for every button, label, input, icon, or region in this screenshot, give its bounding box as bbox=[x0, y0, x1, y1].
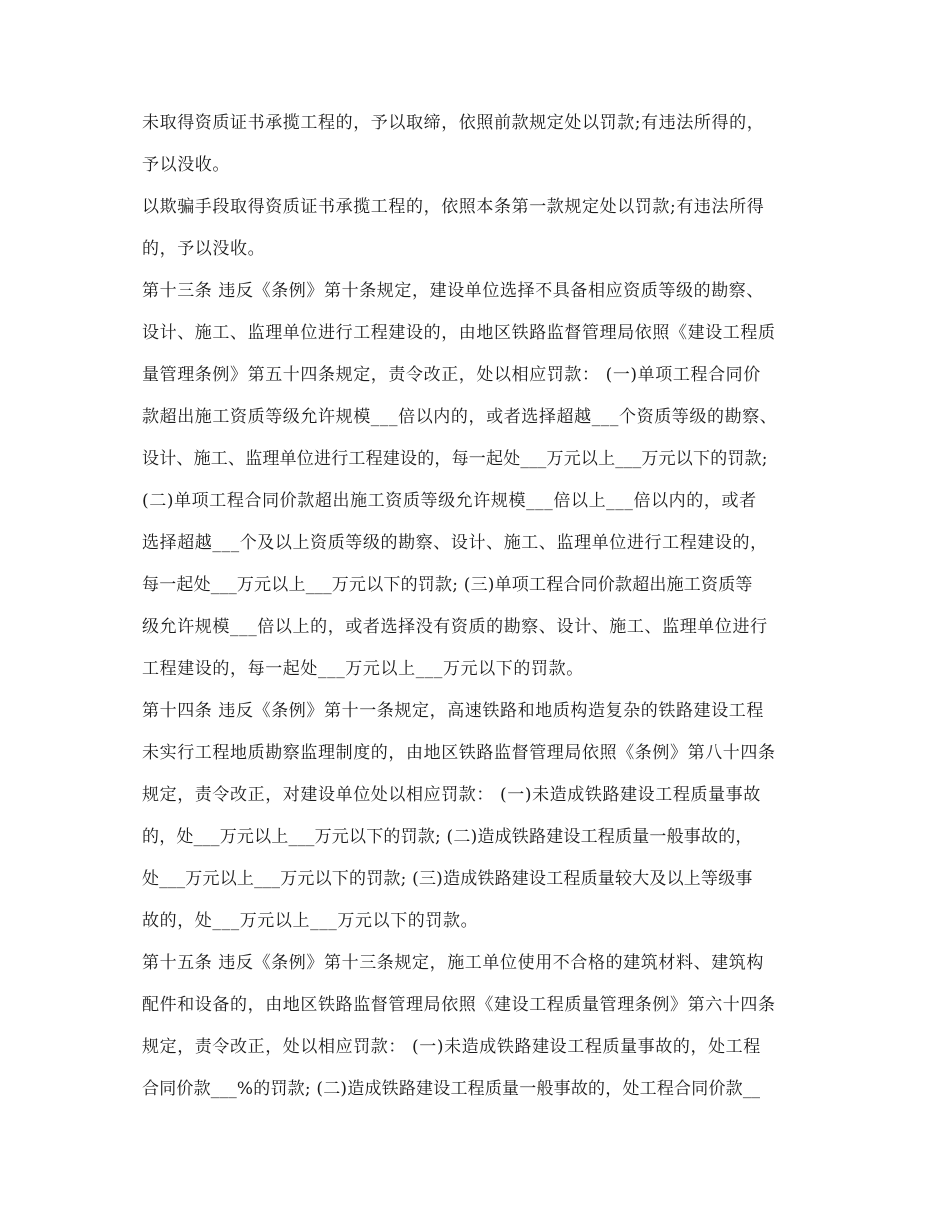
article-13-heading-line: 第十三条 违反《条例》第十条规定，建设单位选择不具备相应资质等级的勘察、 bbox=[142, 281, 765, 301]
text-line: 设计、施工、监理单位进行工程建设的，每一起处___万元以上___万元以下的罚款; bbox=[142, 449, 768, 469]
document-body bbox=[142, 108, 832, 1116]
text-line: 未取得资质证书承揽工程的，予以取缔，依照前款规定处以罚款;有违法所得的， bbox=[142, 113, 765, 133]
text-line: 级允许规模___倍以上的，或者选择没有资质的勘察、设计、施工、监理单位进行 bbox=[142, 617, 768, 637]
text-line: (二)单项工程合同价款超出施工资质等级允许规模___倍以上___倍以内的，或者 bbox=[142, 491, 757, 511]
text-line: 款超出施工资质等级允许规模___倍以内的，或者选择超越___个资质等级的勘察、 bbox=[142, 407, 778, 427]
text-line: 规定，责令改正，对建设单位处以相应罚款： (一)未造成铁路建设工程质量事故 bbox=[142, 785, 761, 805]
text-line: 规定，责令改正，处以相应罚款： (一)未造成铁路建设工程质量事故的，处工程 bbox=[142, 1037, 761, 1057]
text-line: 配件和设备的，由地区铁路监督管理局依照《建设工程质量管理条例》第六十四条 bbox=[142, 995, 776, 1015]
text-line: 合同价款___%的罚款; (二)造成铁路建设工程质量一般事故的，处工程合同价款__ bbox=[142, 1079, 761, 1099]
text-line: 的，予以没收。 bbox=[142, 239, 266, 259]
text-line: 每一起处___万元以上___万元以下的罚款; (三)单项工程合同价款超出施工资质等 bbox=[142, 575, 753, 595]
article-15-heading-line: 第十五条 违反《条例》第十三条规定，施工单位使用不合格的建筑材料、建筑构 bbox=[142, 953, 765, 973]
text-line: 予以没收。 bbox=[142, 155, 230, 175]
text-line: 处___万元以上___万元以下的罚款; (三)造成铁路建设工程质量较大及以上等级事 bbox=[142, 869, 753, 889]
text-line: 量管理条例》第五十四条规定，责令改正，处以相应罚款： (一)单项工程合同价 bbox=[142, 365, 761, 385]
text-line: 设计、施工、监理单位进行工程建设的，由地区铁路监督管理局依照《建设工程质 bbox=[142, 323, 776, 343]
text-line: 工程建设的，每一起处___万元以上___万元以下的罚款。 bbox=[142, 659, 584, 679]
text-line: 选择超越___个及以上资质等级的勘察、设计、施工、监理单位进行工程建设的， bbox=[142, 533, 768, 553]
text-line: 故的，处___万元以上___万元以下的罚款。 bbox=[142, 911, 479, 931]
text-line: 以欺骗手段取得资质证书承揽工程的，依照本条第一款规定处以罚款;有违法所得 bbox=[142, 197, 765, 217]
text-line: 的，处___万元以上___万元以下的罚款; (二)造成铁路建设工程质量一般事故的， bbox=[142, 827, 753, 847]
text-line: 未实行工程地质勘察监理制度的，由地区铁路监督管理局依照《条例》第八十四条 bbox=[142, 743, 776, 763]
article-14-heading-line: 第十四条 违反《条例》第十一条规定，高速铁路和地质构造复杂的铁路建设工程 bbox=[142, 701, 765, 721]
